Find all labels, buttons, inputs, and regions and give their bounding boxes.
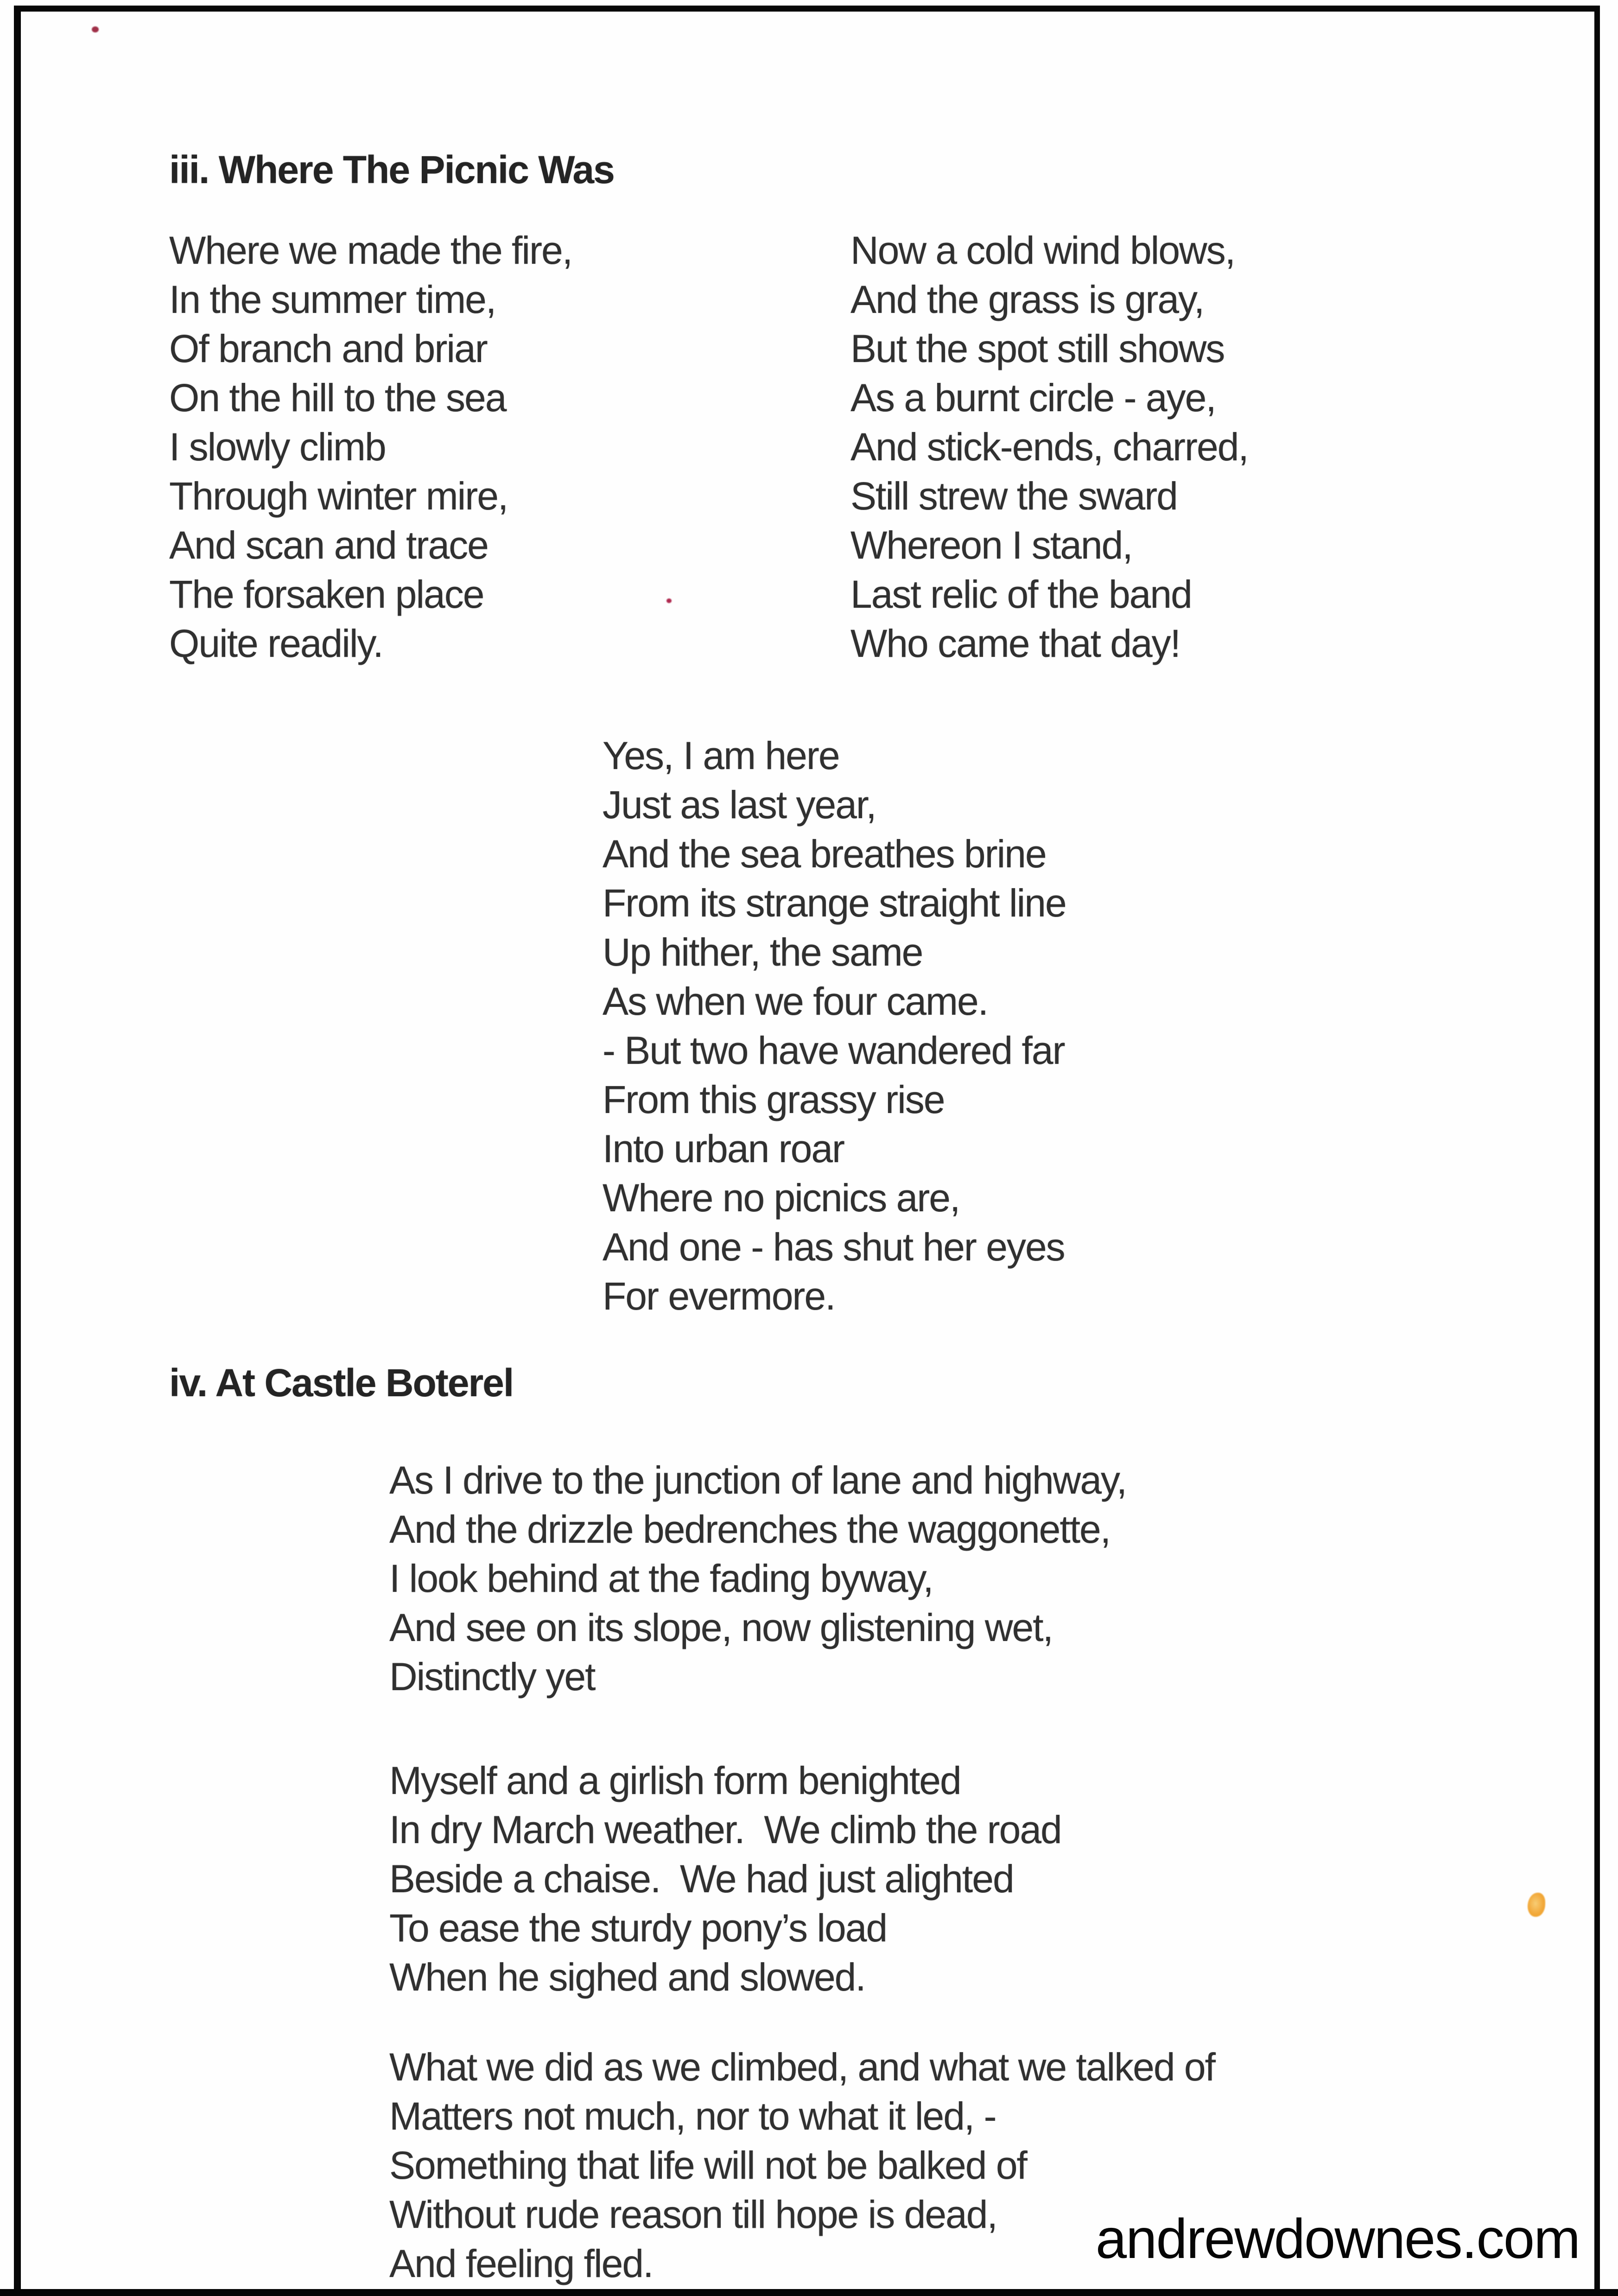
- poem-line: Beside a chaise. We had just alighted: [389, 1857, 1014, 1901]
- poem-line: And the grass is gray,: [850, 278, 1204, 321]
- poem-line: The forsaken place: [169, 572, 484, 616]
- poem-line: Last relic of the band: [850, 572, 1192, 616]
- poem-heading-at-castle-boterel: iv. At Castle Boterel: [169, 1361, 514, 1405]
- scan-artifact-red-speck: [666, 598, 672, 603]
- poem-line: From this grassy rise: [603, 1078, 945, 1121]
- poem-line: Of branch and briar: [169, 327, 487, 370]
- poem-line: Distinctly yet: [389, 1655, 595, 1698]
- poem-line: Myself and a girlish form benighted: [389, 1759, 961, 1802]
- picnic-stanza-3-center: [603, 731, 1066, 1321]
- poem-line: On the hill to the sea: [169, 376, 506, 420]
- poem-line: And see on its slope, now glistening wet,: [389, 1606, 1053, 1649]
- poem-line: What we did as we climbed, and what we talked of: [389, 2045, 1215, 2089]
- poem-line: Where no picnics are,: [603, 1176, 960, 1220]
- poem-line: Who came that day!: [850, 622, 1180, 665]
- poem-line: And feeling fled.: [389, 2242, 653, 2285]
- poem-line: As a burnt circle - aye,: [850, 376, 1216, 420]
- poem-heading-where-the-picnic-was: iii. Where The Picnic Was: [169, 148, 614, 191]
- poem-line: In dry March weather. We climb the road: [389, 1808, 1061, 1851]
- poem-line: When he sighed and slowed.: [389, 1955, 865, 1999]
- page-bottom-edge: [0, 2289, 1618, 2296]
- poem-line: Whereon I stand,: [850, 523, 1132, 567]
- poem-line: And the sea breathes brine: [603, 832, 1046, 876]
- poem-line: As I drive to the junction of lane and highway,: [389, 1458, 1127, 1502]
- castle-boterel-stanza-3: [389, 2042, 1215, 2288]
- poem-line: Yes, I am here: [603, 734, 839, 777]
- poem-line: And one - has shut her eyes: [603, 1225, 1065, 1269]
- poem-line: Through winter mire,: [169, 474, 508, 518]
- poem-line: Now a cold wind blows,: [850, 229, 1235, 272]
- poem-line: To ease the sturdy pony’s load: [389, 1906, 887, 1950]
- poem-line: Without rude reason till hope is dead,: [389, 2193, 997, 2236]
- poem-line: I slowly climb: [169, 425, 386, 469]
- poem-line: For evermore.: [603, 1274, 835, 1318]
- castle-boterel-stanza-2: [389, 1756, 1061, 2002]
- picnic-stanza-1-left-column: [169, 226, 572, 668]
- poem-line: Just as last year,: [603, 783, 876, 827]
- poem-line: And the drizzle bedrenches the waggonette,: [389, 1507, 1110, 1551]
- poem-line: Something that life will not be balked of: [389, 2143, 1027, 2187]
- poem-line: - But two have wandered far: [603, 1029, 1065, 1072]
- poem-line: But the spot still shows: [850, 327, 1225, 370]
- poem-line: From its strange straight line: [603, 881, 1066, 925]
- poem-line: In the summer time,: [169, 278, 496, 321]
- poem-line: Up hither, the same: [603, 930, 923, 974]
- poem-line: I look behind at the fading byway,: [389, 1557, 933, 1600]
- poem-line: Into urban roar: [603, 1127, 844, 1170]
- poem-line: As when we four came.: [603, 979, 988, 1023]
- poem-line: Still strew the sward: [850, 474, 1177, 518]
- poem-line: And scan and trace: [169, 523, 488, 567]
- poem-line: Quite readily.: [169, 622, 383, 665]
- castle-boterel-stanza-1: [389, 1456, 1126, 1701]
- picnic-stanza-2-right-column: [850, 226, 1248, 668]
- poem-line: Matters not much, nor to what it led, -: [389, 2094, 996, 2138]
- website-watermark: andrewdownes.com: [1095, 2207, 1580, 2270]
- scan-artifact-red-speck: [92, 26, 99, 32]
- poem-line: And stick-ends, charred,: [850, 425, 1248, 469]
- poem-line: Where we made the fire,: [169, 229, 572, 272]
